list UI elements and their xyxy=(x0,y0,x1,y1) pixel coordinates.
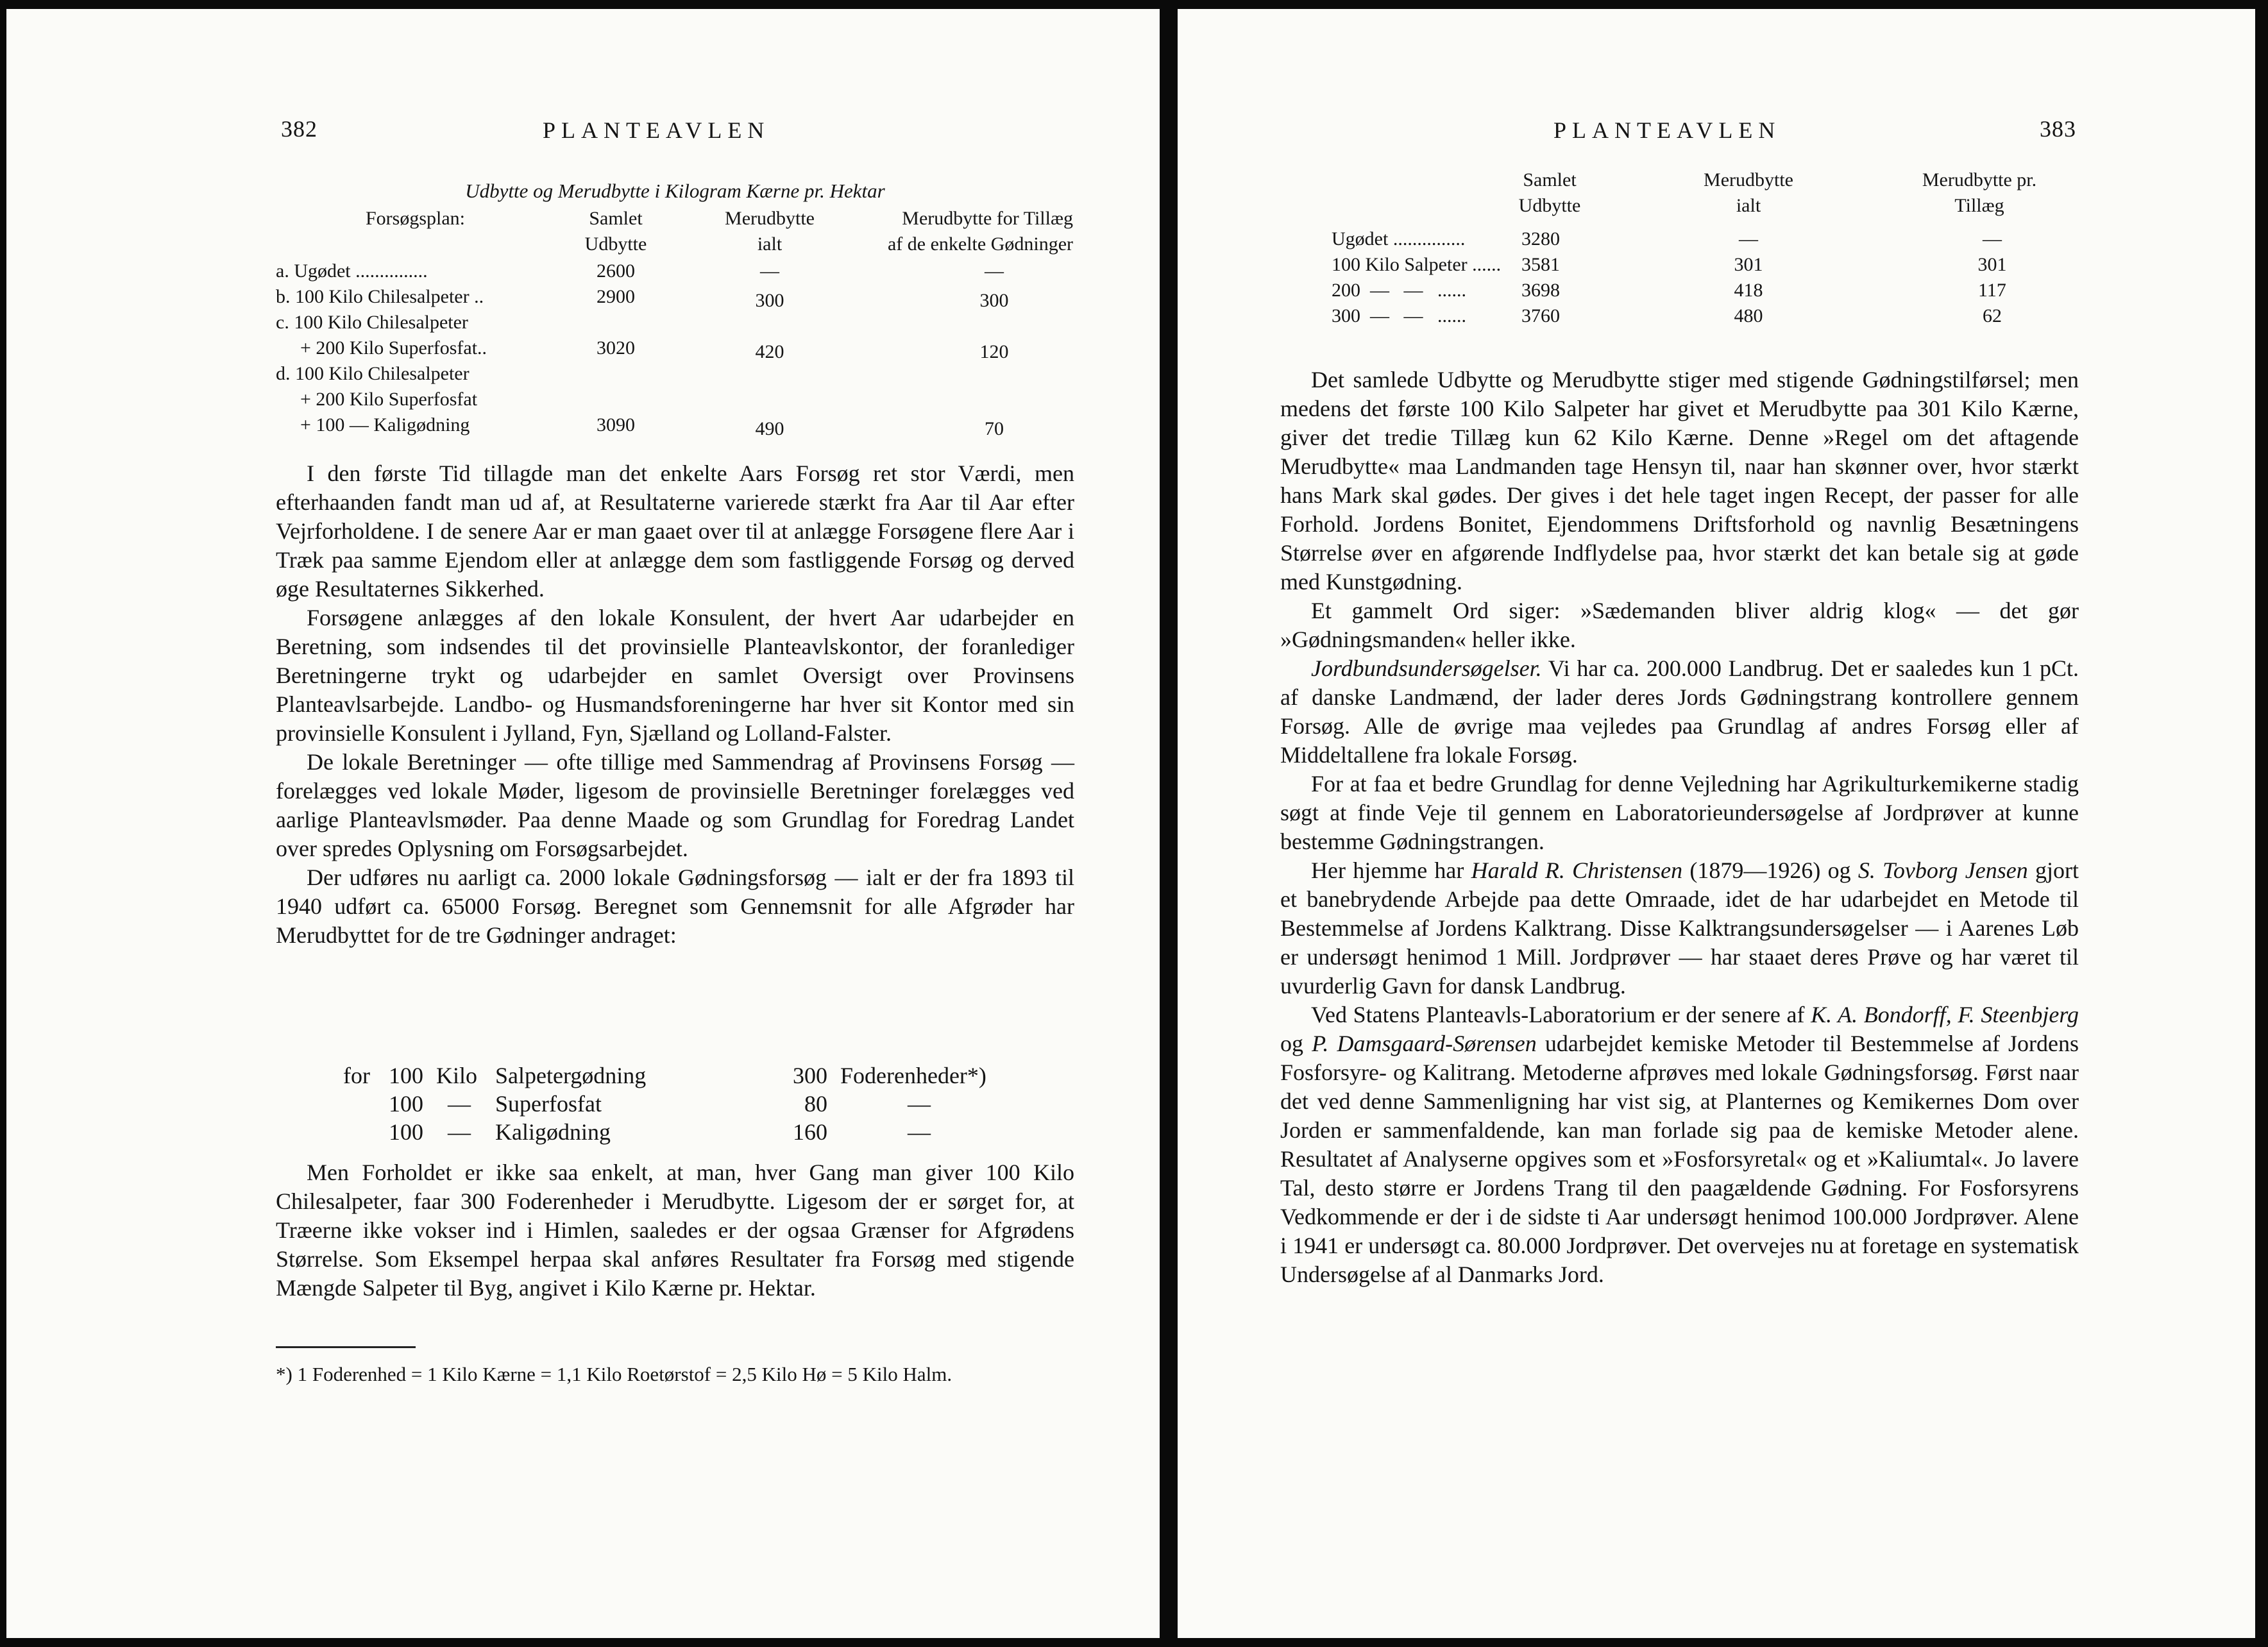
table-cell: 3581 xyxy=(1521,254,1560,275)
paragraph: I den første Tid tillagde man det enkelte Aars Forsøg ret stor Værdi, men efterhaanden fandt man ud af, at Resultaterne varierede stærkt fra Aar til Aar efter Vejrforholdene. I de senere Aar er man gaaet over til at anlægge Forsøgene flere Aar i Træk paa samme Ejendom eller at anlægge dem som fastliggende Forsøg og derved øge Resultaternes Sikkerhed. xyxy=(276,460,1074,602)
table-cell: 301 xyxy=(1734,254,1763,275)
table-cell: 490 xyxy=(755,418,784,439)
table-cell: 3698 xyxy=(1521,280,1560,301)
paragraph-text: og xyxy=(1280,1031,1312,1056)
left-page xyxy=(6,9,1160,1638)
running-header: PLANTEAVLEN xyxy=(1553,117,1781,143)
person-name: S. Tovborg Jensen xyxy=(1858,857,2028,883)
paragraph-text: udarbejdet kemiske Metoder til Bestemmelse af Jordens Fosforsyre- og Kalitrang. Metoderne afprøves med lokale Gødningsforsøg. Først naar det ved denne Sammenligning har vist sig, at Planternes og Kemikernes Dom over Jorden er sammenfaldende, kan man forlade sig paa de kemiske Metoder alene. Resultatet af Analyserne opgives som et »Fosforsyretal« og et »Kaliumtal«. Jo lavere Tal, desto større er Jordens Trang til den paagældende Gødning. For Fosforsyrens Vedkommende er der i de sidste ti Aar undersøgt henimod 100.000 Jordprøver. Alene i 1941 er undersøgt ca. 80.000 Jordprøver. Det overvejes nu at foretage en systematisk Undersøgelse af al Danmarks Jord. xyxy=(1280,1031,2079,1287)
col-header-merudbytte-2: ialt xyxy=(1736,195,1761,216)
table-cell: 117 xyxy=(1978,280,2006,301)
right-column xyxy=(1280,9,2079,1638)
table-row-label: + 200 Kilo Superfosfat.. xyxy=(300,337,487,359)
table-caption: Udbytte og Merudbytte i Kilogram Kærne pr. Hektar xyxy=(465,180,885,202)
table-cell: 3760 xyxy=(1521,305,1560,326)
fodder-dash: — xyxy=(448,1119,471,1145)
table-row-label: 200 — — ...... xyxy=(1332,280,1466,301)
paragraph xyxy=(1280,654,2079,770)
table-cell: 480 xyxy=(1734,305,1763,326)
table-cell: 300 xyxy=(755,290,784,311)
paragraph: Et gammelt Ord siger: »Sædemanden bliver aldrig klog« — det gør »Gødningsmanden« heller ikke. xyxy=(1280,598,2079,652)
table-row-label: 100 Kilo Salpeter ...... xyxy=(1332,254,1502,275)
table-cell: — xyxy=(760,260,779,282)
person-name: K. A. Bondorff, F. Steenbjerg xyxy=(1811,1002,2079,1027)
fodder-dash: — xyxy=(448,1091,471,1117)
table-cell: — xyxy=(1739,228,1758,249)
fodder-item: Kaligødning xyxy=(495,1119,611,1145)
paragraph xyxy=(1280,856,2079,1001)
fodder-prefix: for xyxy=(343,1063,370,1088)
col-header-merudbytte-1: Merudbytte xyxy=(1704,169,1793,190)
body-text xyxy=(276,459,1074,950)
table-cell: 62 xyxy=(1983,305,2002,326)
col-header-merudbytte-1: Merudbytte xyxy=(725,208,815,229)
page-number: 383 xyxy=(2040,116,2076,142)
paragraph: For at faa et bedre Grundlag for denne Vejledning har Agrikulturkemikerne stadig søgt at finde Veje til gennem en Laboratorieundersøgelse af Jordprøver at kunne bestemme Gødningstrangen. xyxy=(1280,771,2079,854)
table-row-label: 300 — — ...... xyxy=(1332,305,1466,326)
fodder-item: Superfosfat xyxy=(495,1091,602,1117)
table-cell: — xyxy=(1983,228,2002,249)
footnote: *) 1 Foderenhed = 1 Kilo Kærne = 1,1 Kilo Roetørstof = 2,5 Kilo Hø = 5 Kilo Halm. xyxy=(276,1363,952,1385)
col-header-plan: Forsøgsplan: xyxy=(366,208,466,229)
paragraph: Forsøgene anlægges af den lokale Konsulent, der hvert Aar udarbejder en Beretning, som indsendes til det provinsielle Planteavlskontor, der foranlediger Beretningerne trykt og udarbejder en samlet Oversigt over Provinsens Planteavlsarbejde. Landbo- og Husmandsforeningerne har hver sit Kontor med sin provinsielle Konsulent i Jylland, Fyn, Sjælland og Lolland-Falster. xyxy=(276,605,1074,746)
fodder-unit: Foderenheder*) xyxy=(840,1063,986,1088)
person-name: Harald R. Christensen xyxy=(1471,857,1683,883)
col-header-samlet-2: Udbytte xyxy=(584,233,647,255)
paragraph-text: Ved Statens Planteavls-Laboratorium er der senere af xyxy=(1311,1002,1811,1027)
running-header: PLANTEAVLEN xyxy=(543,117,770,143)
col-header-tillaeg-1: Merudbytte for Tillæg xyxy=(902,208,1073,229)
table-cell: 3020 xyxy=(597,337,635,359)
fodder-value: 160 xyxy=(793,1119,827,1145)
table-row-label: d. 100 Kilo Chilesalpeter xyxy=(276,363,470,384)
paragraph: Men Forholdet er ikke saa enkelt, at man, hver Gang man giver 100 Kilo Chilesalpeter, faar 300 Foderenheder i Merudbytte. Ligesom der er sørget for, at Træerne ikke vokser ind i Himlen, saaledes er der ogsaa Grænser for Afgrødens Størrelse. Som Eksempel herpaa skal anføres Resultater fra Forsøg med stigende Mængde Salpeter til Byg, angivet i Kilo Kærne pr. Hektar. xyxy=(276,1160,1074,1301)
paragraph: De lokale Beretninger — ofte tillige med Sammendrag af Provinsens Forsøg — forelægges ved lokale Møder, ligesom de provinsielle Beretninger forelægges ved aarlige Planteavlsmøder. Paa denne Maade og som Grundlag for Foredrag Landet over spredes Oplysning om Forsøgsarbejdet. xyxy=(276,749,1074,861)
table-cell: 301 xyxy=(1977,254,2007,275)
table-row-label: a. Ugødet ............... xyxy=(276,260,428,282)
table-cell: 3280 xyxy=(1521,228,1560,249)
table-cell: 418 xyxy=(1734,280,1763,301)
fodder-amount: 100 xyxy=(389,1063,423,1088)
footnote-rule xyxy=(276,1346,416,1348)
page-number: 382 xyxy=(281,116,317,142)
paragraph-text: gjort et banebrydende Arbejde paa dette Omraade, idet de har udarbejdet en Metode til Bestemmelse af Jordens Kalktrang. Disse Kalktrangsundersøgelser — i Aarenes Løb er undersøgt henimod 1 Mill. Jordprøver — har staaet deres Prøve og har været til uvurderlig Gavn for dansk Landbrug. xyxy=(1280,857,2079,999)
col-header-samlet-1: Samlet xyxy=(1523,169,1577,190)
fodder-unit: — xyxy=(908,1091,931,1117)
paragraph xyxy=(1280,1001,2079,1289)
col-header-tillaeg-2: af de enkelte Gødninger xyxy=(887,233,1073,255)
table-row-label: b. 100 Kilo Chilesalpeter .. xyxy=(276,286,484,307)
table-cell: 2900 xyxy=(597,286,635,307)
table-cell: 70 xyxy=(985,418,1004,439)
paragraph-text: (1879—1926) og xyxy=(1682,857,1858,883)
body-text xyxy=(1280,366,2079,1289)
table-cell: 3090 xyxy=(597,414,635,435)
fodder-unit: — xyxy=(908,1119,931,1145)
fodder-value: 80 xyxy=(804,1091,827,1117)
table-row-label: + 100 — Kaligødning xyxy=(300,414,470,435)
left-column xyxy=(276,9,1074,1638)
right-page xyxy=(1178,9,2255,1638)
table-row-label: Ugødet ............... xyxy=(1332,228,1466,249)
table-cell: 2600 xyxy=(597,260,635,282)
paragraph-text: Vi har ca. 200.000 Landbrug. Det er saaledes kun 1 pCt. af danske Landmænd, der lader deres Jords Gødningstrang kontrollere gennem Forsøg. Alle de øvrige maa vejledes paa Grundlag af andres Forsøg eller af Middeltallene fra lokale Forsøg. xyxy=(1280,655,2079,768)
paragraph: Der udføres nu aarligt ca. 2000 lokale Gødningsforsøg — ialt er der fra 1893 til 1940 udført ca. 65000 Forsøg. Beregnet som Gennemsnit for alle Afgrøder har Merudbyttet for de tre Gødninger andraget: xyxy=(276,865,1074,948)
col-header-samlet-2: Udbytte xyxy=(1518,195,1581,216)
fodder-value: 300 xyxy=(793,1063,827,1088)
col-header-merudbytte-2: ialt xyxy=(757,233,783,255)
table-cell: 420 xyxy=(755,341,784,362)
fodder-amount: 100 xyxy=(389,1119,423,1145)
table-row-label: + 200 Kilo Superfosfat xyxy=(300,389,478,410)
paragraph: Det samlede Udbytte og Merudbytte stiger med stigende Gødningstilførsel; men medens det første 100 Kilo Salpeter har givet et Merudbytte paa 301 Kilo Kærne, giver det tredie Tillæg kun 62 Kilo Kærne. Denne »Regel om det aftagende Merudbytte« maa Landmanden tage Hensyn til, naar han skønner over, hvor stærkt hans Mark skal gødes. Der gives i det hele taget ingen Recept, der passer for alle Forhold. Jordens Bonitet, Ejendommens Driftsforhold og navnlig Besætningens Størrelse øver en afgørende Indflydelse paa, hvor stærkt det kan betale sig at gøde med Kunstgødning. xyxy=(1280,367,2079,595)
paragraph-text: Her hjemme har xyxy=(1311,857,1471,883)
table-cell: 300 xyxy=(979,290,1009,311)
fodder-amount: 100 xyxy=(389,1091,423,1117)
person-name: P. Damsgaard-Sørensen xyxy=(1312,1031,1537,1056)
table-cell: 120 xyxy=(979,341,1009,362)
fodder-dash: Kilo xyxy=(436,1063,478,1088)
body-text-2 xyxy=(276,1158,1074,1303)
col-header-samlet-1: Samlet xyxy=(589,208,643,229)
fodder-item: Salpetergødning xyxy=(495,1063,647,1088)
table-row-label: c. 100 Kilo Chilesalpeter xyxy=(276,312,468,333)
col-header-tillaeg-2: Tillæg xyxy=(1954,195,2004,216)
section-heading: Jordbundsundersøgelser. xyxy=(1311,655,1542,681)
table-cell: — xyxy=(985,260,1004,282)
col-header-tillaeg-1: Merudbytte pr. xyxy=(1922,169,2037,190)
